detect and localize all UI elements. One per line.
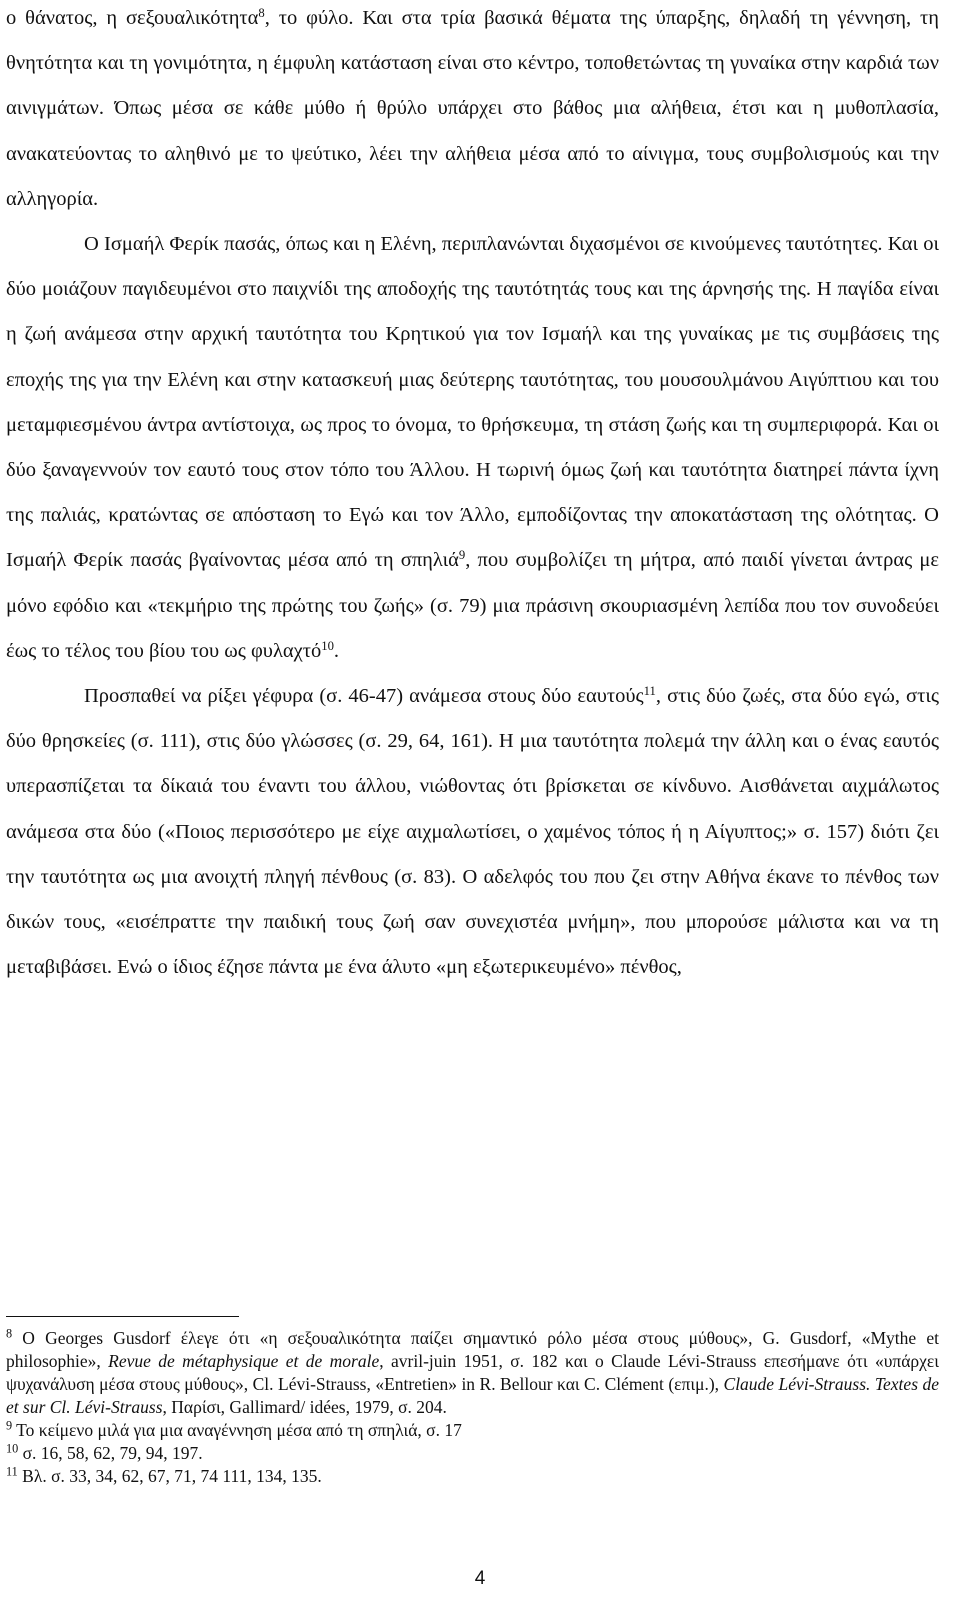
text-run: Το κείμενο μιλά για μια αναγέννηση μέσα από τη σπηλιά, σ. 17 xyxy=(12,1420,462,1440)
text-run: Ο Ισμαήλ Φερίκ πασάς, όπως και η Ελένη, περιπλανώνται διχασμένοι σε κινούμενες ταυτότητες. Και οι δύο μοιάζουν παγιδευμένοι στο παιχνίδι της αποδοχής της ταυτότητάς τους και της άρνησής της. Η παγίδα είναι η ζωή ανάμεσα στην αρχική ταυτότητα του Κρητικού για τον Ισμαήλ και της γυναίκας με τις συμβάσεις της εποχής της για την Ελένη και στην κατασκευή μιας δεύτερης ταυτότητας, του μουσουλμάνου Αιγύπτιου και του μεταμφιεσμένου άντρα αντίστοιχα, ως προς το όνομα, το θρήσκευμα, τη στάση ζωής και τη συμπεριφορά. Και οι δύο ξαναγεννούν τον εαυτό τους στον τόπο του Άλλου. Η τωρινή όμως ζωή και ταυτότητα διατηρεί πάντα ίχνη της παλιάς, κρατώντας σε απόσταση το Εγώ και τον Άλλο, εμποδίζοντας την αποκατάσταση της ολότητας. Ο Ισμαήλ Φερίκ πασάς βγαίνοντας μέσα από τη σπηλιά xyxy=(6,233,939,572)
text-run: Προσπαθεί να ρίξει γέφυρα (σ. 46-47) ανάμεσα στους δύο εαυτούς xyxy=(84,685,644,708)
text-run: , το φύλο. Και στα τρία βασικά θέματα της ύπαρξης, δηλαδή τη γέννηση, τη θνητότητα και τη γονιμότητα, η έμφυλη κατάσταση είναι στο κέντρο, τοποθετώντας τη γυναίκα στην καρδιά των αινιγμάτων. Όπως μέσα σε κάθε μύθο ή θρύλο υπάρχει στο βάθος μια αλήθεια, έτσι και η μυθοπλασία, ανακατεύοντας το αληθινό με το ψεύτικο, λέει την αλήθεια μέσα από το αίνιγμα, τους συμβολισμούς και την αλληγορία. xyxy=(6,7,939,210)
footnotes xyxy=(6,1327,939,1488)
footnote-separator xyxy=(6,1316,239,1317)
italic-title: Revue de métaphysique et de morale xyxy=(108,1351,380,1371)
footnote-number: 9 xyxy=(6,1418,13,1433)
footnote xyxy=(6,1327,939,1419)
text-run: , Παρίσι, Gallimard/ idées, 1979, σ. 204. xyxy=(162,1397,447,1417)
text-run: , που συμβολίζει τη μήτρα, από παιδί γίνεται άντρας με μόνο εφόδιο και «τεκμήριο της πρώτης του ζωής» (σ. 79) μια πράσινη σκουριασμένη λεπίδα που τον συνοδεύει έως το τέλος του βίου του ως φυλαχτό xyxy=(6,549,939,662)
paragraph xyxy=(6,222,939,674)
footnote-ref[interactable]: 11 xyxy=(643,684,656,699)
footnote-ref[interactable]: 9 xyxy=(458,548,466,563)
footnote xyxy=(6,1465,939,1488)
text-run: Βλ. σ. 33, 34, 62, 67, 71, 74 111, 134, 135. xyxy=(17,1466,322,1486)
footnote xyxy=(6,1442,939,1465)
text-run: Ο Georges Gusdorf έλεγε ότι «η σεξουαλικότητα παίζει σημαντικό ρόλο μέσα στους μύθους», G. Gusdorf, «Mythe et philosophie», xyxy=(6,1328,939,1371)
footnote-number: 10 xyxy=(6,1441,19,1456)
footnote-number: 11 xyxy=(6,1464,18,1479)
text-run: σ. 16, 58, 62, 79, 94, 197. xyxy=(18,1443,203,1463)
body-text xyxy=(6,0,939,990)
text-run: . xyxy=(333,639,340,662)
text-run: , στις δύο ζωές, στα δύο εγώ, στις δύο θρησκείες (σ. 111), στις δύο γλώσσες (σ. 29, 64, 161). Η μια ταυτότητα πολεμά την άλλη και ο ένας εαυτός υπερασπίζεται τα δίκαιά του έναντι του άλλου, νιώθοντας ότι βρίσκεται σε κίνδυνο. Αισθάνεται αιχμάλωτος ανάμεσα στα δύο («Ποιος περισσότερο με είχε αιχμαλωτίσει, ο χαμένος τόπος ή η Αίγυπτος;» σ. 157) διότι ζει την ταυτότητα ως μια ανοιχτή πληγή πένθους (σ. 83). Ο αδελφός του που ζει στην Αθήνα έκανε το πένθος των δικών τους, «εισέπραττε την παιδική τους ζωή σαν συνεχιστέα μνήμη», που μπορούσε μάλιστα και να τη μεταβιβάσει. Ενώ ο ίδιος έζησε πάντα με ένα άλυτο «μη εξωτερικευμένο» πένθος, xyxy=(6,685,939,979)
footnote-ref[interactable]: 8 xyxy=(258,6,265,21)
footnote-number: 8 xyxy=(6,1326,13,1341)
text-run: ο θάνατος, η σεξουαλικότητα xyxy=(6,7,259,29)
footnote-ref[interactable]: 10 xyxy=(321,638,334,653)
text-run: , avril-juin 1951, σ. 182 και ο Claude Lévi-Strauss επεσήμανε ότι «υπάρχει ψυχανάλυση μέσα στους μύθους», Cl. Lévi-Strauss, «Entretien» in R. Bellour και C. Clément (επιμ.), xyxy=(6,1351,939,1394)
footnote xyxy=(6,1419,939,1442)
paragraph xyxy=(6,674,939,990)
italic-title: Claude Lévi-Strauss. Textes de et sur Cl. Lévi-Strauss xyxy=(6,1374,939,1417)
paragraph xyxy=(6,0,939,222)
page-number: 4 xyxy=(474,1568,486,1589)
